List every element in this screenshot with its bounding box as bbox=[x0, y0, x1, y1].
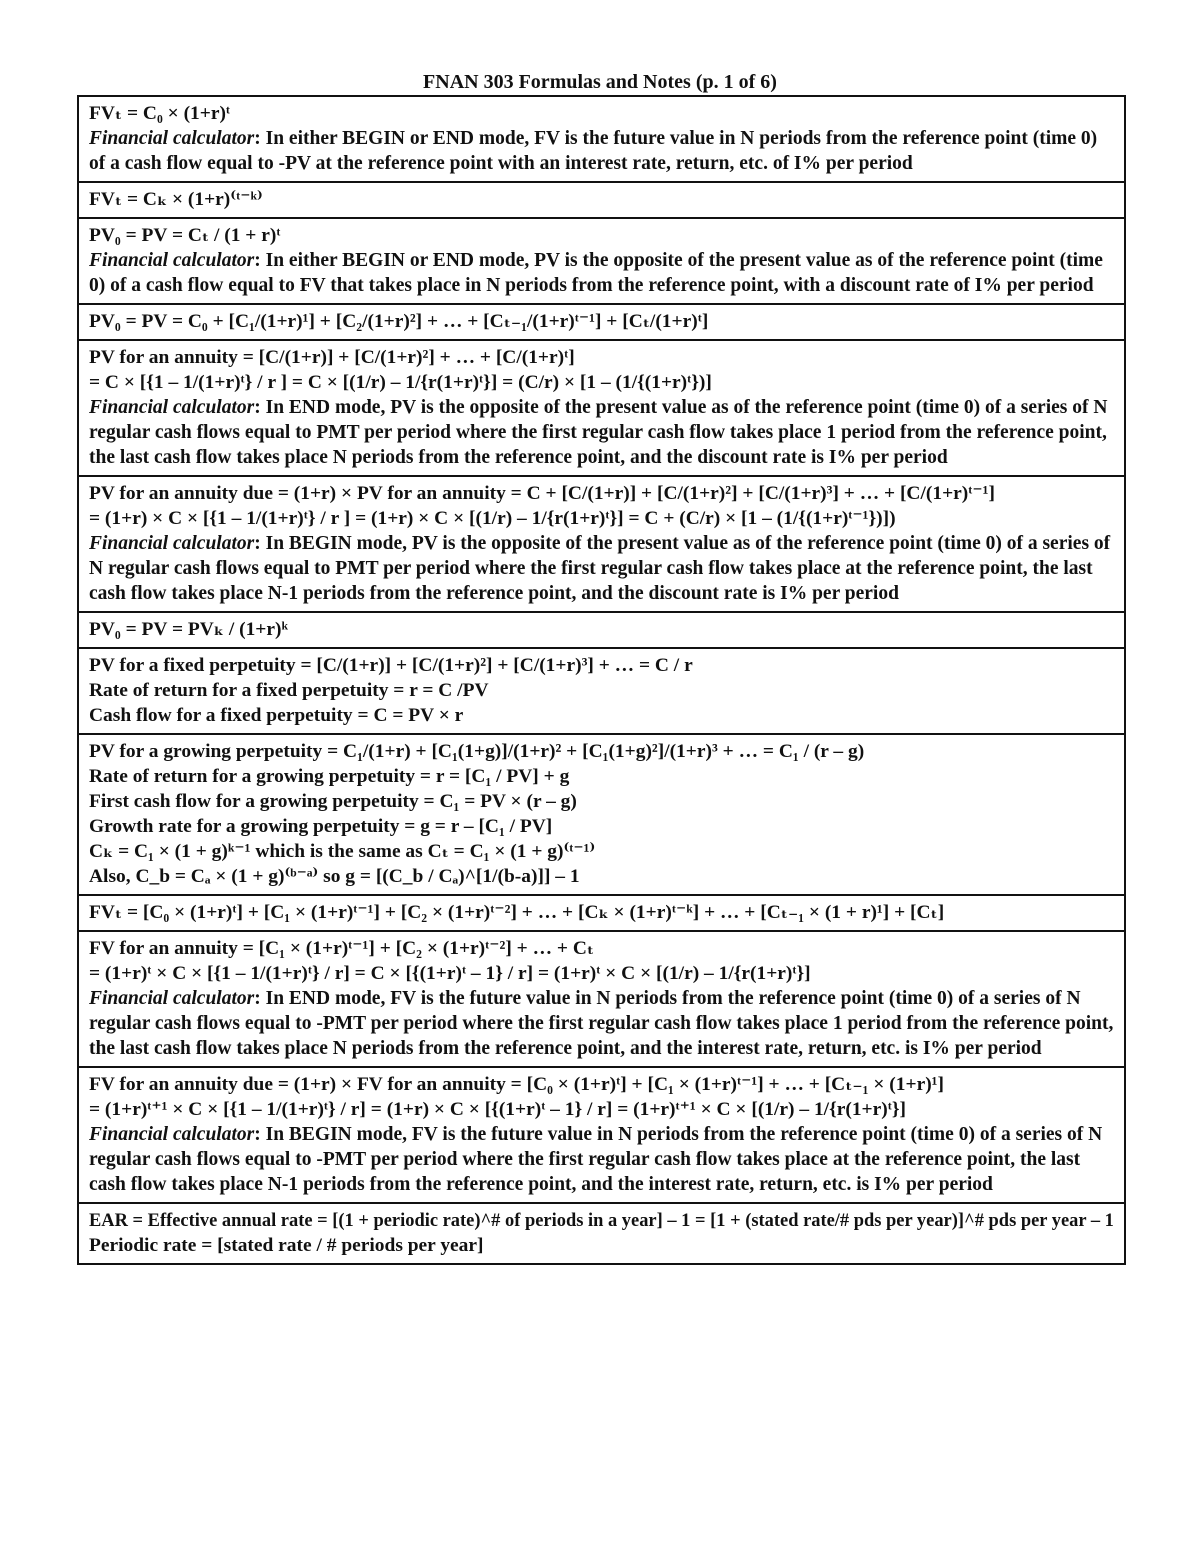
page-title: FNAN 303 Formulas and Notes (p. 1 of 6) bbox=[423, 71, 777, 93]
formula-line: FVₜ = Cₖ × (1+r)⁽ᵗ⁻ᵏ⁾ bbox=[89, 189, 263, 210]
calculator-label: Financial calculator bbox=[89, 533, 255, 554]
formula-line: = (1+r)ᵗ⁺¹ × C × [{1 – 1/(1+r)ᵗ} / r] = (1+r) × C × [{(1+r)ᵗ – 1} / r] = (1+r)ᵗ⁺¹ × C × [(1/r) – 1/{r(1+r)ᵗ}] bbox=[89, 1099, 906, 1120]
formula-line: EAR = Effective annual rate = [(1 + periodic rate)^# of periods in a year] – 1 = [1 + (stated rate/# pds per year)]^# pds per year – 1 bbox=[89, 1210, 1114, 1230]
formula-line: = (1+r)ᵗ × C × [{1 – 1/(1+r)ᵗ} / r] = C × [{(1+r)ᵗ – 1} / r] = (1+r)ᵗ × C × [(1/r) – 1/{r(1+r)ᵗ}] bbox=[89, 963, 811, 984]
formula-line: Cₖ = C₁ × (1 + g)ᵏ⁻¹ which is the same as Cₜ = C₁ × (1 + g)⁽ᵗ⁻¹⁾ bbox=[89, 841, 596, 862]
formula-line: Rate of return for a growing perpetuity = r = [C₁ / PV] + g bbox=[89, 766, 570, 787]
formula-line: FVₜ = [C₀ × (1+r)ᵗ] + [C₁ × (1+r)ᵗ⁻¹] + [C₂ × (1+r)ᵗ⁻²] + … + [Cₖ × (1+r)ᵗ⁻ᵏ] + … + [Cₜ₋₁ × (1 + r)¹] + [Cₜ] bbox=[89, 902, 945, 923]
calculator-text: : In BEGIN mode, PV is the opposite of the present value as of the reference point (time 0) of a series of N regular cash flows equal to PMT per period where the first regular cash flow takes place at the reference point, the last cash flow takes place N-1 periods from the reference point, and the discount rate is I% per period bbox=[89, 533, 1111, 604]
calculator-text: : In END mode, PV is the opposite of the present value as of the reference point (time 0) of a series of N regular cash flows equal to PMT per period where the first regular cash flow takes place 1 period from the reference point, the last cash flow takes place N periods from the reference point, and the discount rate is I% per period bbox=[89, 397, 1108, 468]
formula-row-pv-annuity bbox=[79, 341, 1124, 477]
formula-row-pv-discount-k bbox=[79, 613, 1124, 649]
formula-row-fv-annuity bbox=[79, 932, 1124, 1068]
calculator-label: Financial calculator bbox=[89, 1124, 255, 1145]
calculator-text: : In either BEGIN or END mode, PV is the opposite of the present value as of the reference point (time 0) of a cash flow equal to FV that takes place in N periods from the reference point, with a discount rate of I% per period bbox=[89, 250, 1103, 296]
formula-row-pv-single bbox=[79, 219, 1124, 305]
calculator-note bbox=[89, 986, 1116, 1061]
formula-line: First cash flow for a growing perpetuity = C₁ = PV × (r – g) bbox=[89, 791, 577, 812]
formula-table bbox=[77, 95, 1126, 1265]
formula-line: PV for an annuity due = (1+r) × PV for an annuity = C + [C/(1+r)] + [C/(1+r)²] + [C/(1+r)³] + … + [C/(1+r)ᵗ⁻¹] bbox=[89, 483, 995, 504]
calculator-note bbox=[89, 395, 1116, 470]
calculator-label: Financial calculator bbox=[89, 988, 255, 1009]
formula-line: = C × [{1 – 1/(1+r)ᵗ} / r ] = C × [(1/r) – 1/{r(1+r)ᵗ}] = (C/r) × [1 – (1/{(1+r)ᵗ})] bbox=[89, 372, 712, 393]
formula-line: PV for an annuity = [C/(1+r)] + [C/(1+r)²] + … + [C/(1+r)ᵗ] bbox=[89, 347, 575, 368]
formula-line: Periodic rate = [stated rate / # periods per year] bbox=[89, 1235, 484, 1256]
formula-row-fv-annuity-due bbox=[79, 1068, 1124, 1204]
formula-line: FVₜ = C₀ × (1+r)ᵗ bbox=[89, 103, 231, 124]
formula-line: Rate of return for a fixed perpetuity = r = C /PV bbox=[89, 680, 489, 701]
calculator-label: Financial calculator bbox=[89, 397, 255, 418]
formula-line: PV₀ = PV = Cₜ / (1 + r)ᵗ bbox=[89, 225, 281, 246]
formula-row-fv-from-k bbox=[79, 183, 1124, 219]
formula-line: Growth rate for a growing perpetuity = g = r – [C₁ / PV] bbox=[89, 816, 553, 837]
calculator-label: Financial calculator bbox=[89, 250, 255, 271]
calculator-note bbox=[89, 531, 1116, 606]
formula-row-fixed-perpetuity bbox=[79, 649, 1124, 735]
formula-line: = (1+r) × C × [{1 – 1/(1+r)ᵗ} / r ] = (1+r) × C × [(1/r) – 1/{r(1+r)ᵗ}] = C + (C/r) × [1 – (1/{(1+r)ᵗ⁻¹})]) bbox=[89, 508, 896, 529]
formula-row-pv-series bbox=[79, 305, 1124, 341]
calculator-text: : In BEGIN mode, FV is the future value in N periods from the reference point (time 0) of a series of N regular cash flows equal to -PMT per period where the first regular cash flow takes place at the reference point, the last cash flow takes place N-1 periods from the reference point, and the interest rate, return, etc. is I% per period bbox=[89, 1124, 1103, 1195]
formula-line: Also, C_b = Cₐ × (1 + g)⁽ᵇ⁻ᵃ⁾ so g = [(C_b / Cₐ)^[1/(b-a)]] – 1 bbox=[89, 866, 580, 887]
formula-line: PV₀ = PV = C₀ + [C₁/(1+r)¹] + [C₂/(1+r)²] + … + [Cₜ₋₁/(1+r)ᵗ⁻¹] + [Cₜ/(1+r)ᵗ] bbox=[89, 311, 709, 332]
formula-row-fv-series bbox=[79, 896, 1124, 932]
formula-line: PV for a fixed perpetuity = [C/(1+r)] + [C/(1+r)²] + [C/(1+r)³] + … = C / r bbox=[89, 655, 693, 676]
calculator-label: Financial calculator bbox=[89, 128, 255, 149]
formula-line: FV for an annuity = [C₁ × (1+r)ᵗ⁻¹] + [C₂ × (1+r)ᵗ⁻²] + … + Cₜ bbox=[89, 938, 595, 959]
calculator-text: : In END mode, FV is the future value in N periods from the reference point (time 0) of a series of N regular cash flows equal to -PMT per period where the first regular cash flow takes place 1 period from the reference point, the last cash flow takes place N periods from the reference point, and the interest rate, return, etc. is I% per period bbox=[89, 988, 1114, 1059]
formula-row-fv-single bbox=[79, 97, 1124, 183]
formula-row-ear bbox=[79, 1204, 1124, 1263]
formula-row-growing-perpetuity bbox=[79, 735, 1124, 896]
formula-line: FV for an annuity due = (1+r) × FV for an annuity = [C₀ × (1+r)ᵗ] + [C₁ × (1+r)ᵗ⁻¹] + … + [Cₜ₋₁ × (1+r)¹] bbox=[89, 1074, 944, 1095]
formula-line: PV₀ = PV = PVₖ / (1+r)ᵏ bbox=[89, 619, 288, 640]
calculator-note bbox=[89, 1122, 1116, 1197]
calculator-note bbox=[89, 126, 1116, 176]
formula-line: Cash flow for a fixed perpetuity = C = PV × r bbox=[89, 705, 464, 726]
calculator-note bbox=[89, 248, 1116, 298]
formula-line: PV for a growing perpetuity = C₁/(1+r) + [C₁(1+g)]/(1+r)² + [C₁(1+g)²]/(1+r)³ + … = C₁ / (r – g) bbox=[89, 741, 865, 762]
formula-row-pv-annuity-due bbox=[79, 477, 1124, 613]
calculator-text: : In either BEGIN or END mode, FV is the future value in N periods from the reference point (time 0) of a cash flow equal to -PV at the reference point with an interest rate, return, etc. of I% per period bbox=[89, 128, 1098, 174]
